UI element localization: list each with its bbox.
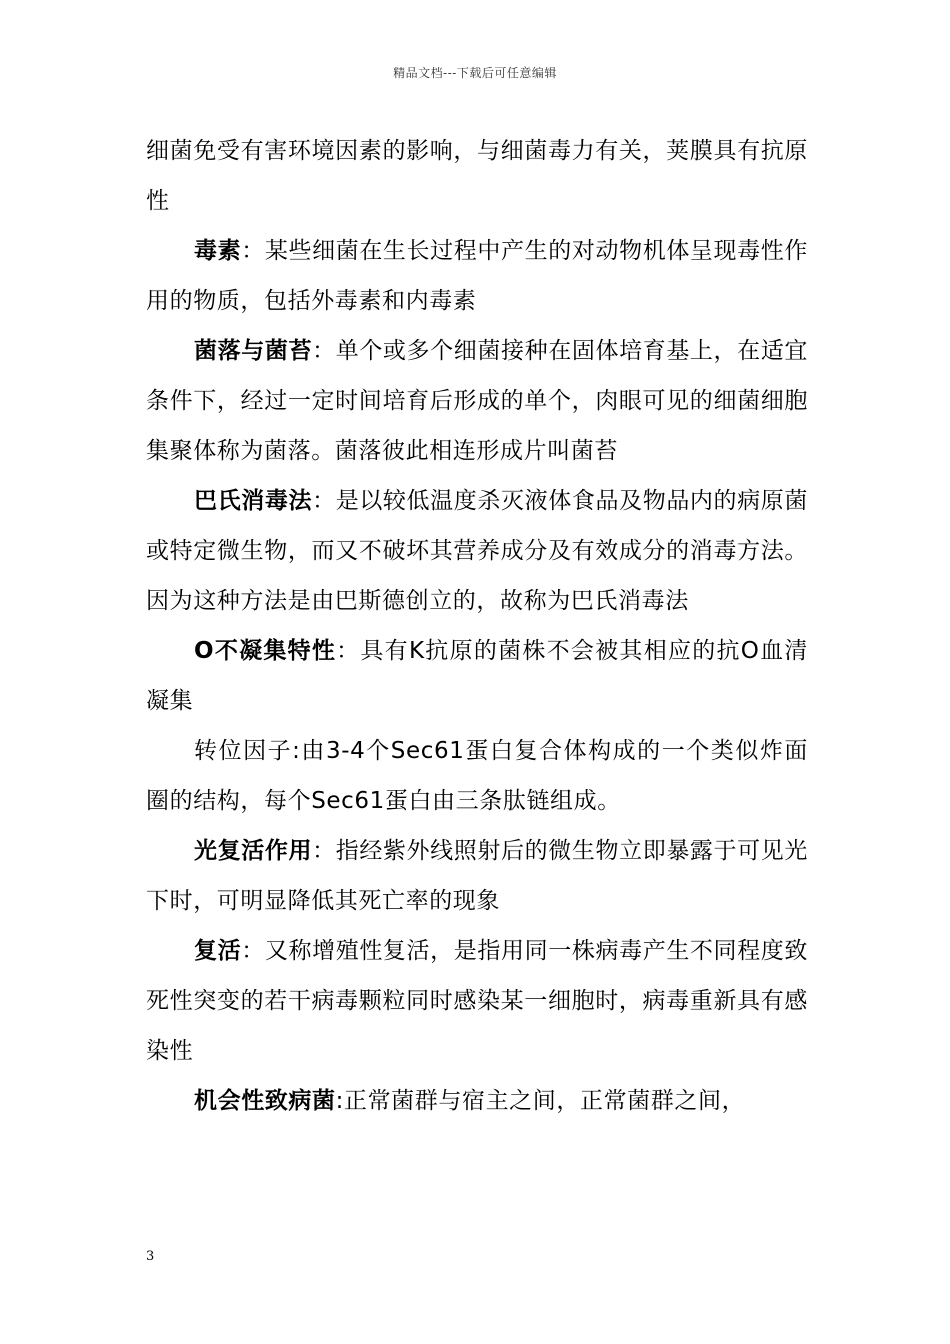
term-heading: 机会性致病菌 xyxy=(194,1088,336,1114)
term-heading: 毒素 xyxy=(194,238,242,264)
paragraph-reactivation xyxy=(146,926,808,1076)
term-heading: 巴氏消毒法 xyxy=(194,488,313,514)
term-separator: ： xyxy=(336,638,361,664)
paragraph-opportunistic-pathogen xyxy=(146,1076,808,1126)
term-separator: ： xyxy=(241,938,265,964)
term-separator: ： xyxy=(312,838,336,864)
document-body xyxy=(146,126,808,1126)
paragraph-text: 又称增殖性复活，是指用同一株病毒产生不同程度致死性突变的若干病毒颗粒同时感染某一细胞时，病毒重新具有感染性 xyxy=(146,938,808,1064)
term-separator: ： xyxy=(312,488,336,514)
paragraph-photoreactivation xyxy=(146,826,808,926)
term-heading: O不凝集特性 xyxy=(194,638,337,664)
paragraph-o-inagglutinability xyxy=(146,626,808,726)
paragraph-pasteurization xyxy=(146,476,808,626)
paragraph-text: 正常菌群与宿主之间，正常菌群之间， xyxy=(343,1088,746,1114)
term-separator: ： xyxy=(241,238,265,264)
paragraph-text: 细菌免受有害环境因素的影响，与细菌毒力有关，荚膜具有抗原性 xyxy=(146,138,808,214)
paragraph-colony xyxy=(146,326,808,476)
paragraph-text: 具有K抗原的菌株不会被其相应的抗O血清凝集 xyxy=(146,638,808,714)
term-separator: ： xyxy=(312,338,336,364)
term-heading: 复活 xyxy=(194,938,242,964)
page-number: 3 xyxy=(146,1249,155,1264)
paragraph-text: 转位因子:由3-4个Sec61蛋白复合体构成的一个类似炸面圈的结构，每个Sec61蛋白由三条肽链组成。 xyxy=(146,738,808,814)
paragraph-text: 某些细菌在生长过程中产生的对动物机体呈现毒性作用的物质，包括外毒素和内毒素 xyxy=(146,238,808,314)
paragraph-text: 单个或多个细菌接种在固体培育基上，在适宜条件下，经过一定时间培育后形成的单个，肉眼可见的细菌细胞集聚体称为菌落。菌落彼此相连形成片叫菌苔 xyxy=(146,338,808,464)
term-heading: 光复活作用 xyxy=(194,838,313,864)
term-heading: 菌落与菌苔 xyxy=(194,338,313,364)
paragraph-text: 是以较低温度杀灭液体食品及物品内的病原菌或特定微生物，而又不破坏其营养成分及有效成分的消毒方法。因为这种方法是由巴斯德创立的，故称为巴氏消毒法 xyxy=(146,488,808,614)
paragraph-translocon xyxy=(146,726,808,826)
paragraph-text: 指经紫外线照射后的微生物立即暴露于可见光下时，可明显降低其死亡率的现象 xyxy=(146,838,808,914)
page-header: 精品文档---下载后可任意编辑 xyxy=(393,66,557,80)
term-separator: : xyxy=(335,1088,344,1114)
paragraph-toxin xyxy=(146,226,808,326)
paragraph-capsule-continued xyxy=(146,126,808,226)
